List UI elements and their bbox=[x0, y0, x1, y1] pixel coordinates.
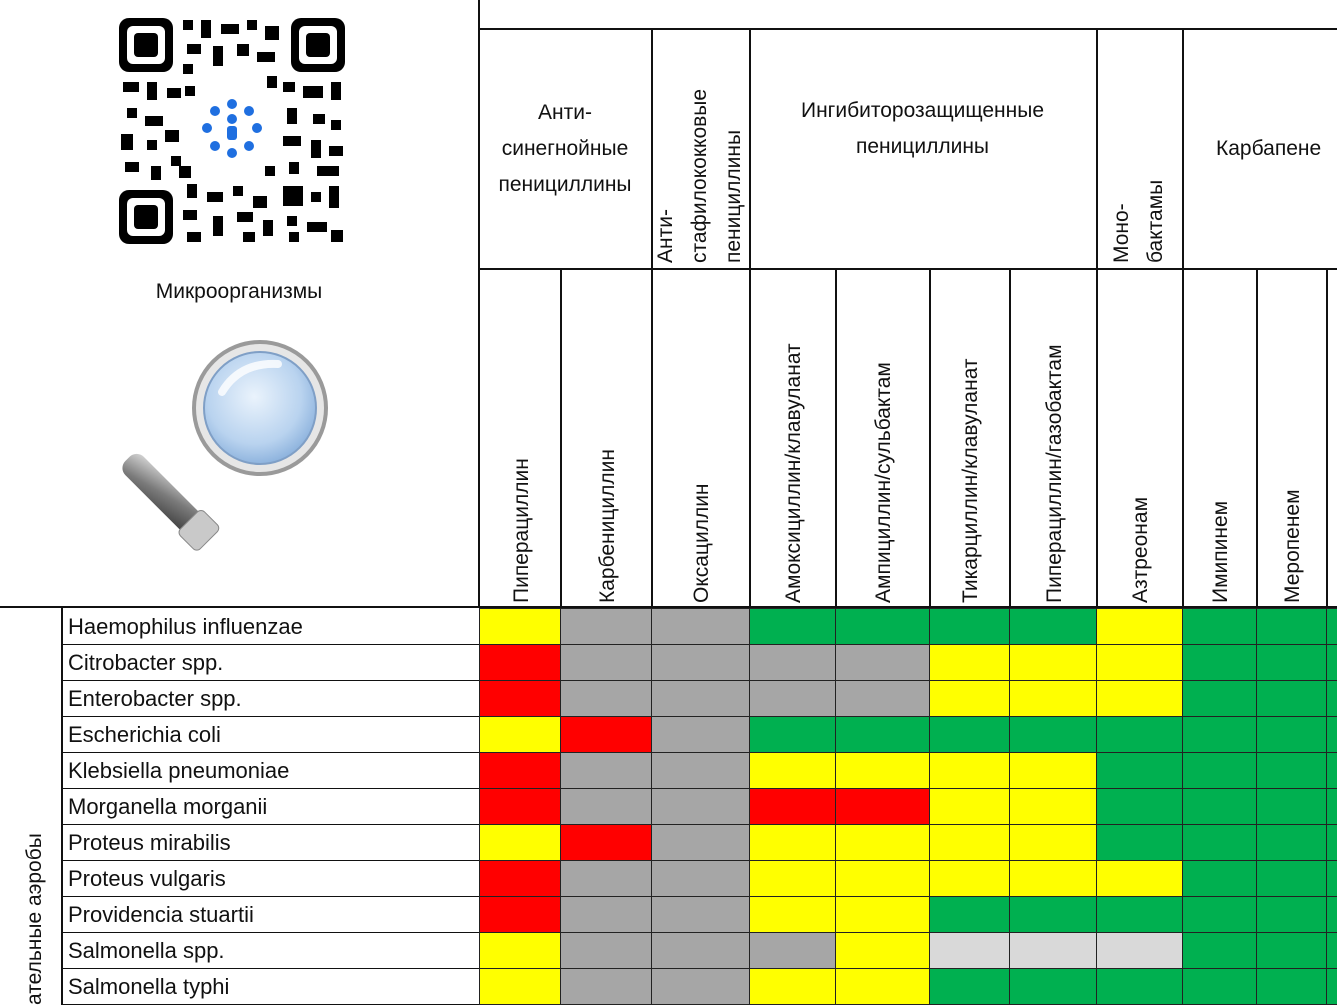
drug-column-divider bbox=[749, 269, 751, 607]
susceptibility-cell bbox=[651, 824, 750, 861]
susceptibility-cell bbox=[560, 932, 652, 969]
susceptibility-cell bbox=[1256, 896, 1327, 933]
susceptibility-cell bbox=[1326, 932, 1337, 969]
drug-header-2: Карбенициллин bbox=[595, 449, 619, 603]
group-header-1: Анти- синегнойные пенициллины bbox=[498, 101, 632, 196]
susceptibility-cell bbox=[1326, 752, 1337, 789]
susceptibility-cell bbox=[929, 932, 1010, 969]
susceptibility-cell bbox=[651, 752, 750, 789]
drug-header-4: Амоксициллин/клавуланат bbox=[782, 343, 805, 603]
organism-label: Klebsiella pneumoniae bbox=[68, 758, 290, 783]
susceptibility-cell bbox=[1096, 752, 1183, 789]
susceptibility-cell bbox=[1256, 788, 1327, 825]
susceptibility-cell bbox=[835, 932, 930, 969]
group-divider bbox=[1096, 29, 1098, 269]
susceptibility-cell bbox=[651, 896, 750, 933]
group-header-2: Анти- стафилококковые пенициллины bbox=[654, 88, 745, 263]
susceptibility-cell bbox=[835, 788, 930, 825]
susceptibility-cell bbox=[479, 716, 561, 753]
susceptibility-cell bbox=[1096, 860, 1183, 897]
susceptibility-cell bbox=[1326, 644, 1337, 681]
group-header-5: Карбапене bbox=[1216, 137, 1322, 160]
susceptibility-cell bbox=[1182, 716, 1257, 753]
organism-label: Salmonella spp. bbox=[68, 938, 225, 963]
corner-label: Микроорганизмы bbox=[155, 280, 323, 303]
susceptibility-cell bbox=[835, 968, 930, 1005]
susceptibility-cell bbox=[1326, 968, 1337, 1005]
susceptibility-cell bbox=[1096, 824, 1183, 861]
susceptibility-cell bbox=[651, 788, 750, 825]
susceptibility-cell bbox=[1182, 644, 1257, 681]
susceptibility-cell bbox=[929, 752, 1010, 789]
group-header-4: Моно- бактамы bbox=[1110, 179, 1167, 263]
susceptibility-cell bbox=[1096, 644, 1183, 681]
susceptibility-cell bbox=[1256, 680, 1327, 717]
susceptibility-cell bbox=[929, 644, 1010, 681]
susceptibility-cell bbox=[835, 752, 930, 789]
susceptibility-cell bbox=[929, 860, 1010, 897]
susceptibility-cell bbox=[560, 680, 652, 717]
susceptibility-cell bbox=[1182, 608, 1257, 645]
drug-header-5: Ампициллин/сульбактам bbox=[872, 362, 895, 603]
susceptibility-cell bbox=[1256, 716, 1327, 753]
susceptibility-cell bbox=[560, 824, 652, 861]
susceptibility-cell bbox=[749, 932, 836, 969]
susceptibility-cell bbox=[651, 968, 750, 1005]
susceptibility-cell bbox=[929, 788, 1010, 825]
susceptibility-cell bbox=[1182, 860, 1257, 897]
drug-column-divider bbox=[1326, 269, 1328, 607]
susceptibility-cell bbox=[1182, 932, 1257, 969]
susceptibility-cell bbox=[560, 968, 652, 1005]
susceptibility-cell bbox=[749, 752, 836, 789]
susceptibility-cell bbox=[749, 896, 836, 933]
susceptibility-cell bbox=[1326, 680, 1337, 717]
drug-column-divider bbox=[929, 269, 931, 607]
drug-column-divider bbox=[651, 269, 653, 607]
organism-label: Escherichia coli bbox=[68, 722, 221, 747]
susceptibility-cell bbox=[749, 860, 836, 897]
susceptibility-cell bbox=[1096, 608, 1183, 645]
drug-header-3: Оксациллин bbox=[690, 483, 713, 603]
susceptibility-cell bbox=[479, 824, 561, 861]
susceptibility-cell bbox=[1182, 968, 1257, 1005]
drug-column-divider bbox=[1009, 269, 1011, 607]
susceptibility-cell bbox=[1326, 788, 1337, 825]
susceptibility-cell bbox=[560, 860, 652, 897]
susceptibility-cell bbox=[1009, 644, 1097, 681]
susceptibility-cell bbox=[479, 860, 561, 897]
susceptibility-cell bbox=[560, 608, 652, 645]
susceptibility-cell bbox=[479, 932, 561, 969]
drug-header-7: Пиперациллин/газобактам bbox=[1042, 344, 1066, 603]
susceptibility-cell bbox=[479, 608, 561, 645]
susceptibility-cell bbox=[835, 896, 930, 933]
drug-header-9: Имипинем bbox=[1209, 500, 1232, 603]
susceptibility-cell bbox=[1326, 716, 1337, 753]
susceptibility-cell bbox=[1256, 860, 1327, 897]
susceptibility-cell bbox=[1009, 824, 1097, 861]
drug-column-divider bbox=[1256, 269, 1258, 607]
row-label-divider bbox=[61, 608, 63, 1005]
susceptibility-cell bbox=[929, 608, 1010, 645]
susceptibility-cell bbox=[651, 680, 750, 717]
organism-label: Proteus mirabilis bbox=[68, 830, 231, 855]
susceptibility-cell bbox=[835, 860, 930, 897]
susceptibility-cell bbox=[835, 608, 930, 645]
susceptibility-cell bbox=[835, 824, 930, 861]
susceptibility-cell bbox=[749, 788, 836, 825]
susceptibility-cell bbox=[1009, 968, 1097, 1005]
susceptibility-cell bbox=[1182, 752, 1257, 789]
susceptibility-cell bbox=[651, 716, 750, 753]
susceptibility-cell bbox=[1009, 860, 1097, 897]
susceptibility-cell bbox=[1326, 824, 1337, 861]
susceptibility-cell bbox=[1326, 896, 1337, 933]
organism-label: Proteus vulgaris bbox=[68, 866, 226, 891]
susceptibility-cell bbox=[479, 680, 561, 717]
drug-column-divider bbox=[1096, 269, 1098, 607]
susceptibility-cell bbox=[1256, 608, 1327, 645]
drug-column-divider bbox=[835, 269, 837, 607]
susceptibility-cell bbox=[835, 716, 930, 753]
susceptibility-cell bbox=[1096, 968, 1183, 1005]
susceptibility-cell bbox=[1256, 752, 1327, 789]
susceptibility-cell bbox=[651, 608, 750, 645]
susceptibility-cell bbox=[1096, 788, 1183, 825]
susceptibility-cell bbox=[1009, 932, 1097, 969]
susceptibility-cell bbox=[1182, 788, 1257, 825]
drug-header-1: Пиперациллин bbox=[509, 458, 533, 603]
susceptibility-cell bbox=[1326, 860, 1337, 897]
susceptibility-cell bbox=[929, 680, 1010, 717]
susceptibility-cell bbox=[1096, 932, 1183, 969]
group-header-3: Ингибиторозащищенные пенициллины bbox=[800, 99, 1045, 158]
susceptibility-cell bbox=[929, 968, 1010, 1005]
organism-label: Haemophilus influenzae bbox=[68, 614, 303, 639]
susceptibility-cell bbox=[1009, 752, 1097, 789]
susceptibility-cell bbox=[1009, 716, 1097, 753]
susceptibility-cell bbox=[560, 788, 652, 825]
susceptibility-cell bbox=[929, 824, 1010, 861]
susceptibility-cell bbox=[1182, 680, 1257, 717]
qr-code-icon bbox=[117, 16, 347, 246]
susceptibility-cell bbox=[1256, 932, 1327, 969]
susceptibility-cell bbox=[479, 644, 561, 681]
susceptibility-cell bbox=[479, 752, 561, 789]
susceptibility-cell bbox=[749, 824, 836, 861]
susceptibility-cell bbox=[1009, 608, 1097, 645]
susceptibility-cell bbox=[749, 680, 836, 717]
susceptibility-cell bbox=[651, 644, 750, 681]
susceptibility-cell bbox=[749, 716, 836, 753]
organism-label: Providencia stuartii bbox=[68, 902, 254, 927]
susceptibility-cell bbox=[1256, 968, 1327, 1005]
susceptibility-cell bbox=[1009, 680, 1097, 717]
susceptibility-cell bbox=[1096, 896, 1183, 933]
susceptibility-cell bbox=[560, 644, 652, 681]
susceptibility-cell bbox=[1182, 824, 1257, 861]
susceptibility-cell bbox=[479, 788, 561, 825]
drug-header-6: Тикарциллин/клавуланат bbox=[959, 358, 982, 603]
susceptibility-cell bbox=[560, 716, 652, 753]
susceptibility-cell bbox=[835, 644, 930, 681]
susceptibility-cell bbox=[651, 932, 750, 969]
organism-label: Salmonella typhi bbox=[68, 974, 230, 999]
organism-label: Morganella morganii bbox=[68, 794, 268, 819]
susceptibility-cell bbox=[1009, 896, 1097, 933]
organism-label: Citrobacter spp. bbox=[68, 650, 224, 675]
organism-label: Enterobacter spp. bbox=[68, 686, 242, 711]
susceptibility-cell bbox=[929, 716, 1010, 753]
susceptibility-cell bbox=[651, 860, 750, 897]
susceptibility-cell bbox=[929, 896, 1010, 933]
susceptibility-cell bbox=[1096, 716, 1183, 753]
susceptibility-cell bbox=[479, 896, 561, 933]
drug-column-divider bbox=[560, 269, 562, 607]
magnifier-icon bbox=[110, 340, 330, 560]
drug-column-divider bbox=[1182, 269, 1184, 607]
susceptibility-cell bbox=[749, 608, 836, 645]
susceptibility-cell bbox=[1256, 644, 1327, 681]
susceptibility-cell bbox=[835, 680, 930, 717]
susceptibility-cell bbox=[1182, 896, 1257, 933]
susceptibility-cell bbox=[1096, 680, 1183, 717]
susceptibility-cell bbox=[479, 968, 561, 1005]
susceptibility-cell bbox=[1009, 788, 1097, 825]
susceptibility-cell bbox=[749, 968, 836, 1005]
susceptibility-cell bbox=[749, 644, 836, 681]
susceptibility-cell bbox=[560, 896, 652, 933]
drug-header-10: Меропенем bbox=[1281, 489, 1304, 603]
susceptibility-cell bbox=[560, 752, 652, 789]
susceptibility-cell bbox=[1256, 824, 1327, 861]
drug-header-8: Азтреонам bbox=[1129, 496, 1152, 603]
side-group-label: ательные аэробы bbox=[23, 833, 46, 1005]
susceptibility-cell bbox=[1326, 608, 1337, 645]
